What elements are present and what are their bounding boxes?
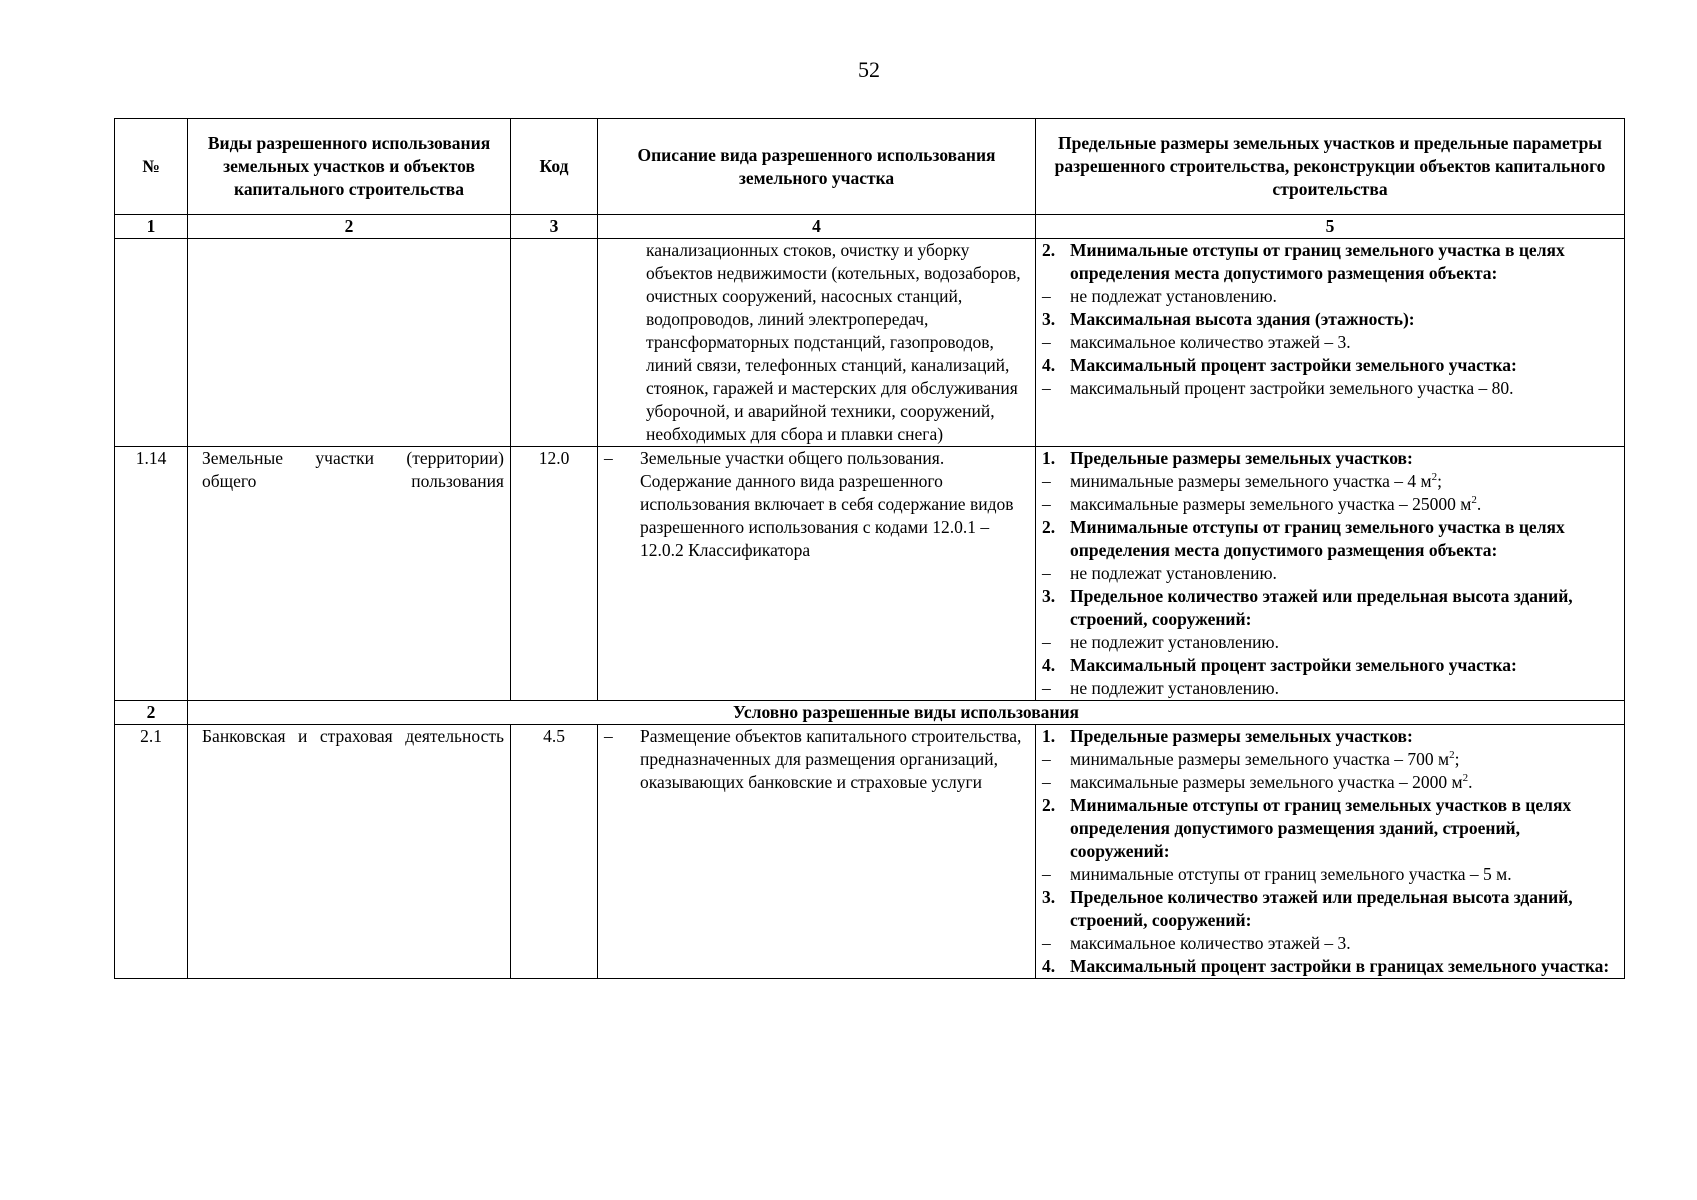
param-value: [1042, 748, 1618, 771]
param-number: 4.: [1042, 956, 1056, 976]
param-text: максимальное количество этажей – 3.: [1070, 933, 1351, 953]
param-text: максимальный процент застройки земельного участка – 80.: [1070, 378, 1514, 398]
param-heading: [1042, 308, 1618, 331]
param-value: [1042, 493, 1618, 516]
param-heading: [1042, 794, 1618, 863]
param-number: 4.: [1042, 655, 1056, 675]
param-value: [1042, 863, 1618, 886]
param-value: [1042, 331, 1618, 354]
col-number-1: 1: [115, 215, 188, 239]
cont-desc: [598, 239, 1036, 447]
dash-marker: –: [1042, 494, 1051, 514]
dash-marker: –: [1042, 864, 1051, 884]
dash-marker: –: [1042, 471, 1051, 491]
col-number-2: 2: [188, 215, 511, 239]
row-1-14-name: Земельные участки (территории) общего пользования: [188, 447, 511, 701]
table-row-1-14: [115, 447, 1625, 701]
header-params: Предельные размеры земельных участков и предельные параметры разрешенного строительства, реконструкции объектов капитального строительства: [1036, 119, 1625, 215]
dash-marker: –: [1042, 749, 1051, 769]
row-1-14-num: 1.14: [115, 447, 188, 701]
table-row-continuation: [115, 239, 1625, 447]
page-number: 52: [858, 57, 880, 82]
param-number: 3.: [1042, 887, 1056, 907]
dash-marker: –: [1042, 772, 1051, 792]
param-heading: [1042, 955, 1618, 978]
param-value: [1042, 470, 1618, 493]
param-number: 2.: [1042, 795, 1056, 815]
param-text: Предельные размеры земельных участков:: [1070, 726, 1413, 746]
param-text: Предельные размеры земельных участков:: [1070, 448, 1413, 468]
param-sup: 2: [1462, 772, 1469, 785]
row-1-14-code: 12.0: [511, 447, 598, 701]
param-number: 2.: [1042, 240, 1056, 260]
dash-marker: –: [1042, 378, 1051, 398]
param-tail: ;: [1437, 471, 1442, 491]
param-number: 3.: [1042, 586, 1056, 606]
col-number-5: 5: [1036, 215, 1625, 239]
param-value: [1042, 285, 1618, 308]
param-text: Максимальный процент застройки земельного участка:: [1070, 355, 1517, 375]
param-text: Максимальная высота здания (этажность):: [1070, 309, 1415, 329]
param-text: Максимальный процент застройки в границах земельного участка:: [1070, 956, 1610, 976]
cont-desc-text: канализационных стоков, очистку и уборку объектов недвижимости (котельных, водозаборов, очистных сооружений, насосных станций, водопроводов, линий электропередач, трансформаторных подстанций, газопроводов, линий связи, телефонных станций, канализаций, стоянок, гаражей и мастерских для обслуживания уборочной, и аварийной техники, сооружений, необходимых для сбора и плавки снега): [646, 240, 1021, 444]
section-row-2: [115, 701, 1625, 725]
param-text: минимальные размеры земельного участка – 4 м: [1070, 471, 1432, 491]
dash-marker: –: [1042, 933, 1051, 953]
cont-code: [511, 239, 598, 447]
param-text: минимальные размеры земельного участка – 700 м: [1070, 749, 1450, 769]
row-2-1-num: 2.1: [115, 725, 188, 979]
param-number: 1.: [1042, 448, 1056, 468]
col-number-3: 3: [511, 215, 598, 239]
param-value: [1042, 932, 1618, 955]
row-2-1-desc: [598, 725, 1036, 979]
section-2-num: 2: [115, 701, 188, 725]
dash-marker: –: [1042, 332, 1051, 352]
param-heading: [1042, 516, 1618, 562]
section-2-title: Условно разрешенные виды использования: [188, 701, 1625, 725]
param-tail: .: [1476, 494, 1482, 514]
row-2-1-code: 4.5: [511, 725, 598, 979]
row-2-1-params: [1036, 725, 1625, 979]
header-num: №: [115, 119, 188, 215]
param-text: максимальные размеры земельного участка – 25000 м: [1070, 494, 1472, 514]
param-number: 1.: [1042, 726, 1056, 746]
param-text: Минимальные отступы от границ земельных участков в целях определения допустимого размещения зданий, строений, сооружений:: [1070, 795, 1572, 861]
param-heading: [1042, 654, 1618, 677]
header-name: Виды разрешенного использования земельных участков и объектов капитального строительства: [188, 119, 511, 215]
dash-marker: –: [604, 448, 613, 468]
param-text: Минимальные отступы от границ земельного участка в целях определения места допустимого размещения объекта:: [1070, 240, 1565, 283]
param-heading: [1042, 239, 1618, 285]
param-heading: [1042, 447, 1618, 470]
param-text: Предельное количество этажей или предельная высота зданий, строений, сооружений:: [1070, 887, 1573, 930]
row-2-1-desc-text: Размещение объектов капитального строительства, предназначенных для размещения организаций, оказывающих банковские и страховые услуги: [640, 726, 1022, 792]
dash-marker: –: [1042, 632, 1051, 652]
dash-marker: –: [604, 726, 613, 746]
param-heading: [1042, 585, 1618, 631]
param-value: [1042, 771, 1618, 794]
param-value: [1042, 562, 1618, 585]
table-row-2-1: [115, 725, 1625, 979]
land-use-table: [114, 118, 1625, 979]
param-text: не подлежат установлению.: [1070, 563, 1277, 583]
param-number: 3.: [1042, 309, 1056, 329]
param-sup: 2: [1449, 749, 1455, 762]
param-sup: 2: [1431, 471, 1438, 484]
header-code: Код: [511, 119, 598, 215]
param-text: максимальное количество этажей – 3.: [1070, 332, 1351, 352]
param-heading: [1042, 725, 1618, 748]
row-2-1-name: Банковская и страховая деятельность: [188, 725, 511, 979]
param-value: [1042, 377, 1618, 400]
row-1-14-desc: [598, 447, 1036, 701]
column-number-row: [115, 215, 1625, 239]
param-value: [1042, 677, 1618, 700]
param-number: 4.: [1042, 355, 1056, 375]
cont-name: [188, 239, 511, 447]
param-text: максимальные размеры земельного участка – 2000 м: [1070, 772, 1463, 792]
param-tail: .: [1468, 772, 1473, 792]
row-1-14-desc-text: Земельные участки общего пользования. Содержание данного вида разрешенного использования включает в себя содержание видов разрешенного использования с кодами 12.0.1 – 12.0.2 Классификатора: [640, 448, 1014, 560]
param-value: [1042, 631, 1618, 654]
param-text: минимальные отступы от границ земельного участка – 5 м.: [1070, 864, 1512, 884]
row-1-14-params: [1036, 447, 1625, 701]
header-row: [115, 119, 1625, 215]
dash-marker: –: [1042, 286, 1051, 306]
param-text: не подлежит установлению.: [1070, 632, 1279, 652]
dash-marker: –: [1042, 563, 1051, 583]
param-text: не подлежит установлению.: [1070, 678, 1279, 698]
param-tail: ;: [1454, 749, 1460, 769]
param-heading: [1042, 886, 1618, 932]
param-heading: [1042, 354, 1618, 377]
cont-num: [115, 239, 188, 447]
param-text: Максимальный процент застройки земельного участка:: [1070, 655, 1517, 675]
col-number-4: 4: [598, 215, 1036, 239]
param-sup: 2: [1471, 494, 1477, 507]
param-text: Предельное количество этажей или предельная высота зданий, строений, сооружений:: [1070, 586, 1573, 629]
cont-params: [1036, 239, 1625, 447]
param-text: Минимальные отступы от границ земельного участка в целях определения места допустимого размещения объекта:: [1070, 517, 1565, 560]
dash-marker: –: [1042, 678, 1051, 698]
param-text: не подлежат установлению.: [1070, 286, 1277, 306]
param-number: 2.: [1042, 517, 1056, 537]
header-desc: Описание вида разрешенного использования земельного участка: [598, 119, 1036, 215]
